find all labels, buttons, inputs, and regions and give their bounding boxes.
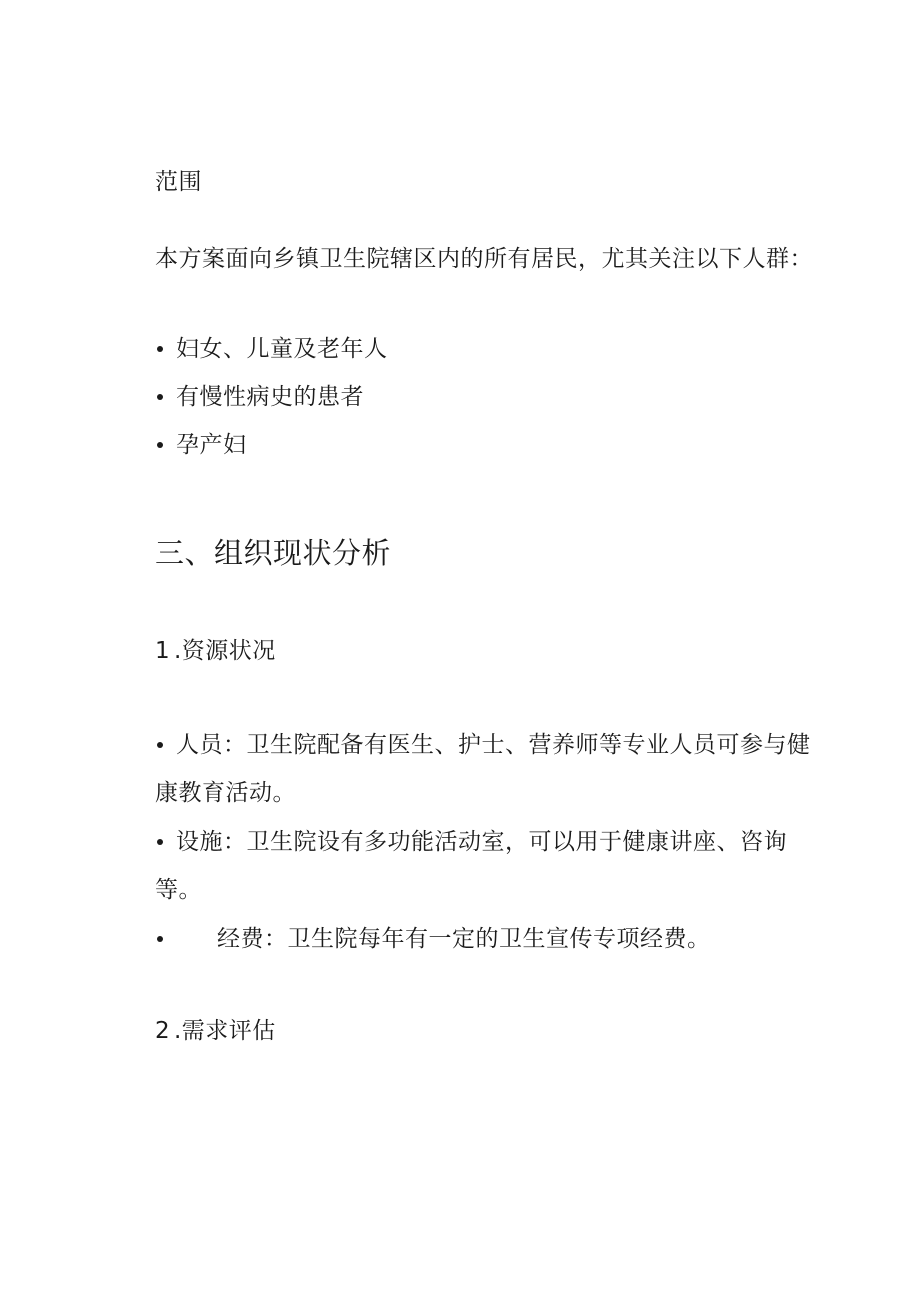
section-heading-three: 三、组织现状分析 xyxy=(155,536,392,570)
list-item-group-2: 有慢性病史的患者 xyxy=(176,384,364,410)
bullet-dot-icon xyxy=(157,394,163,400)
list-item-group-3: 孕产妇 xyxy=(176,432,247,458)
resource-item-facility-line1: 设施：卫生院设有多功能活动室，可以用于健康讲座、咨询 xyxy=(176,829,787,855)
resource-item-staff-line1: 人员：卫生院配备有医生、护士、营养师等专业人员可参与健 xyxy=(176,732,811,758)
bullet-dot-icon xyxy=(157,839,163,845)
subsection-number-2: 2 xyxy=(155,1018,170,1044)
subsection-title-resources: .资源状况 xyxy=(174,638,276,664)
section-title-scope: 范围 xyxy=(155,169,202,195)
bullet-dot-icon xyxy=(157,346,163,352)
list-item-group-1: 妇女、儿童及老年人 xyxy=(176,336,388,362)
bullet-dot-icon xyxy=(157,742,163,748)
subsection-number-1: 1 xyxy=(155,638,170,664)
resource-item-funding: 经费：卫生院每年有一定的卫生宣传专项经费。 xyxy=(217,926,711,952)
bullet-dot-icon xyxy=(157,936,163,942)
resource-item-facility-line2: 等。 xyxy=(155,877,202,903)
scope-intro-paragraph: 本方案面向乡镇卫生院辖区内的所有居民，尤其关注以下人群： xyxy=(155,246,813,272)
bullet-dot-icon xyxy=(157,442,163,448)
resource-item-staff-line2: 康教育活动。 xyxy=(155,780,296,806)
subsection-title-needs: .需求评估 xyxy=(174,1018,276,1044)
